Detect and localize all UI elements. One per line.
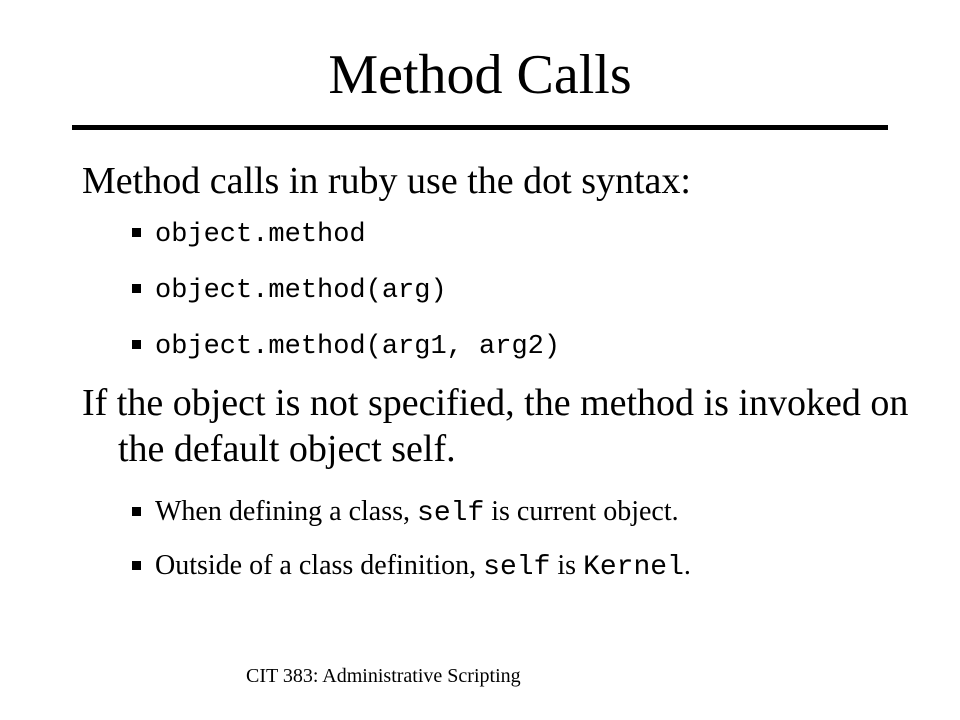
- code-self: self: [483, 552, 551, 583]
- code-text: object.method: [155, 220, 366, 250]
- square-bullet-icon: [132, 340, 141, 349]
- code-text: object.method(arg): [155, 276, 447, 306]
- code-kernel: Kernel: [583, 552, 684, 583]
- code-item-1: [132, 214, 912, 253]
- text-part: is: [550, 550, 584, 581]
- slide-footer: CIT 383: Administrative Scripting: [246, 665, 521, 687]
- square-bullet-icon: [132, 561, 141, 570]
- title-divider: [72, 125, 888, 130]
- square-bullet-icon: [132, 228, 141, 237]
- slide-title: Method Calls: [328, 44, 632, 106]
- code-item-2: [132, 270, 912, 309]
- code-text: object.method(arg1, arg2): [155, 332, 561, 362]
- sub-point-kernel-self: [132, 548, 912, 586]
- point-default-object: If the object is not specified, the method is invoked on the default object self.: [82, 382, 909, 470]
- point-dot-syntax: Method calls in ruby use the dot syntax:: [82, 160, 691, 202]
- sub-point-class-self: [132, 494, 912, 532]
- text-part: When defining a class,: [155, 496, 418, 527]
- text-part: .: [683, 550, 691, 581]
- code-self: self: [417, 498, 485, 529]
- text-part: Outside of a class definition,: [155, 550, 484, 581]
- square-bullet-icon: [132, 507, 141, 516]
- text-part: is current object.: [484, 496, 679, 527]
- code-item-3: [132, 326, 912, 365]
- square-bullet-icon: [132, 284, 141, 293]
